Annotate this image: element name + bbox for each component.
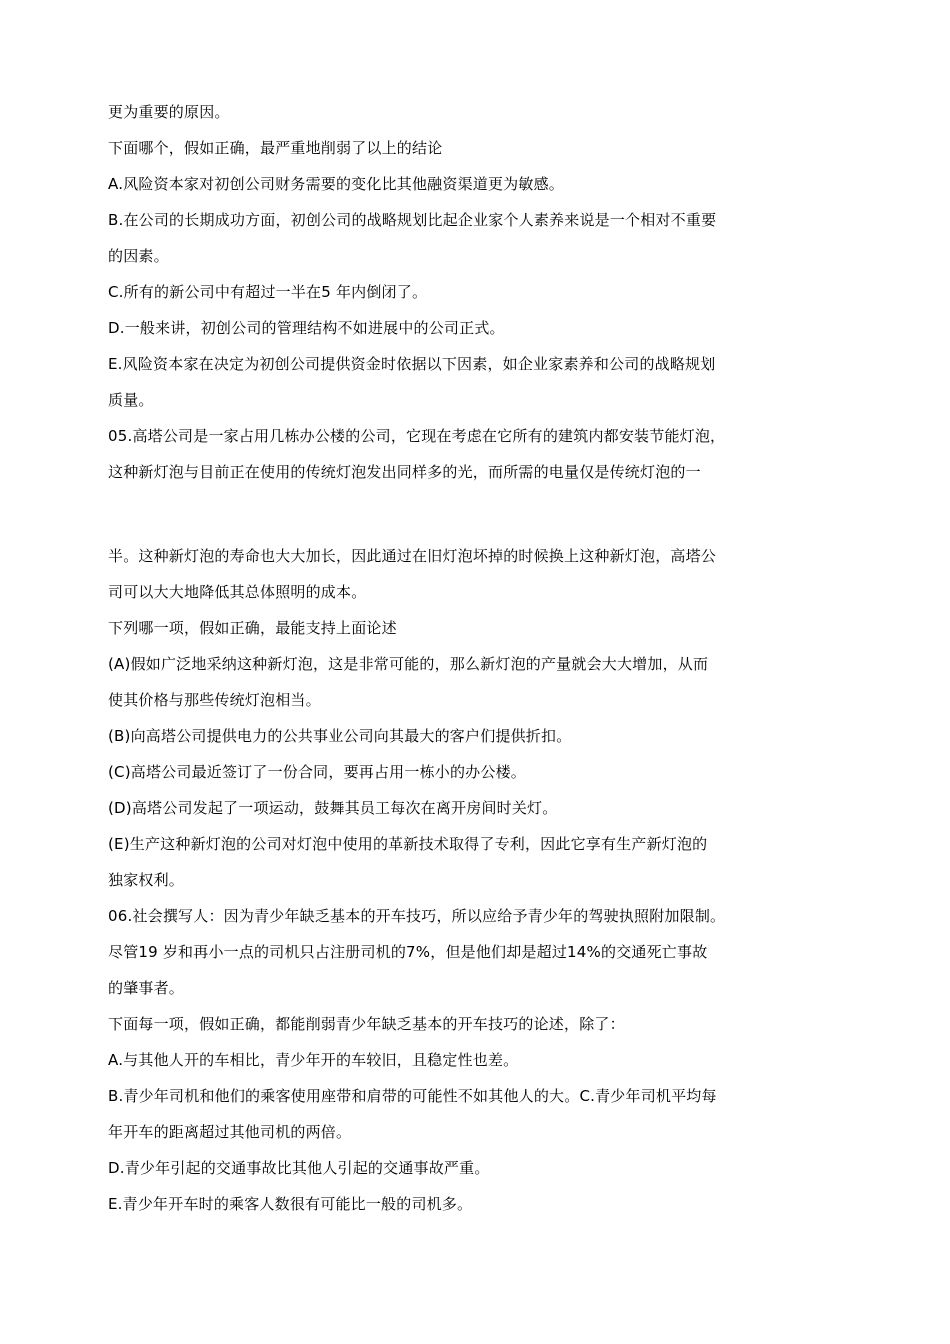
option-b-line: B.青少年司机和他们的乘客使用座带和肩带的可能性不如其他人的大。C.青少年司机平均每 [108, 1087, 717, 1105]
option-b-line: (B)向高塔公司提供电力的公共事业公司向其最大的客户们提供折扣。 [108, 727, 572, 745]
option-d-line: (D)高塔公司发起了一项运动，鼓舞其员工每次在离开房间时关灯。 [108, 799, 558, 817]
option-c-line: (C)高塔公司最近签订了一份合同，要再占用一栋小的办公楼。 [108, 763, 526, 781]
text-line: 半。这种新灯泡的寿命也大大加长，因此通过在旧灯泡坏掉的时候换上这种新灯泡，高塔公 [108, 547, 717, 565]
text-line: 质量。 [108, 391, 154, 409]
option-d-line: D.青少年引起的交通事故比其他人引起的交通事故严重。 [108, 1159, 490, 1177]
text-line: 年开车的距离超过其他司机的两倍。 [108, 1123, 352, 1141]
option-c-line: C.所有的新公司中有超过一半在5 年内倒闭了。 [108, 283, 428, 301]
text-line: 这种新灯泡与目前正在使用的传统灯泡发出同样多的光，而所需的电量仅是传统灯泡的一 [108, 463, 701, 481]
option-a-line: (A)假如广泛地采纳这种新灯泡，这是非常可能的，那么新灯泡的产量就会大大增加，从而 [108, 655, 709, 673]
question-prompt-line: 下面每一项，假如正确，都能削弱青少年缺乏基本的开车技巧的论述，除了： [108, 1015, 625, 1033]
question-06-line: 06.社会撰写人：因为青少年缺乏基本的开车技巧，所以应给予青少年的驾驶执照附加限制。 [108, 907, 726, 925]
option-e-line: (E)生产这种新灯泡的公司对灯泡中使用的革新技术取得了专利，因此它享有生产新灯泡的 [108, 835, 708, 853]
question-prompt-line: 下列哪一项，假如正确，最能支持上面论述 [108, 619, 397, 637]
option-e-line: E.青少年开车时的乘客人数很有可能比一般的司机多。 [108, 1195, 473, 1213]
option-e-line: E.风险资本家在决定为初创公司提供资金时依据以下因素，如企业家素养和公司的战略规划 [108, 355, 716, 373]
text-line: 独家权利。 [108, 871, 185, 889]
option-b-line: B.在公司的长期成功方面，初创公司的战略规划比起企业家个人素养来说是一个相对不重要 [108, 211, 717, 229]
question-05-line: 05.高塔公司是一家占用几栋办公楼的公司，它现在考虑在它所有的建筑内都安装节能灯泡， [108, 427, 726, 445]
option-a-line: A.与其他人开的车相比，青少年开的车较旧，且稳定性也差。 [108, 1051, 519, 1069]
text-line: 更为重要的原因。 [108, 103, 230, 121]
text-line: 的因素。 [108, 247, 169, 265]
text-line: 尽管19 岁和再小一点的司机只占注册司机的7%，但是他们却是超过14%的交通死亡事故 [108, 943, 708, 961]
question-prompt-line: 下面哪个，假如正确，最严重地削弱了以上的结论 [108, 139, 443, 157]
text-line: 使其价格与那些传统灯泡相当。 [108, 691, 321, 709]
text-line: 司可以大大地降低其总体照明的成本。 [108, 583, 367, 601]
option-d-line: D.一般来讲，初创公司的管理结构不如进展中的公司正式。 [108, 319, 505, 337]
text-line: 的肇事者。 [108, 979, 185, 997]
option-a-line: A.风险资本家对初创公司财务需要的变化比其他融资渠道更为敏感。 [108, 175, 564, 193]
